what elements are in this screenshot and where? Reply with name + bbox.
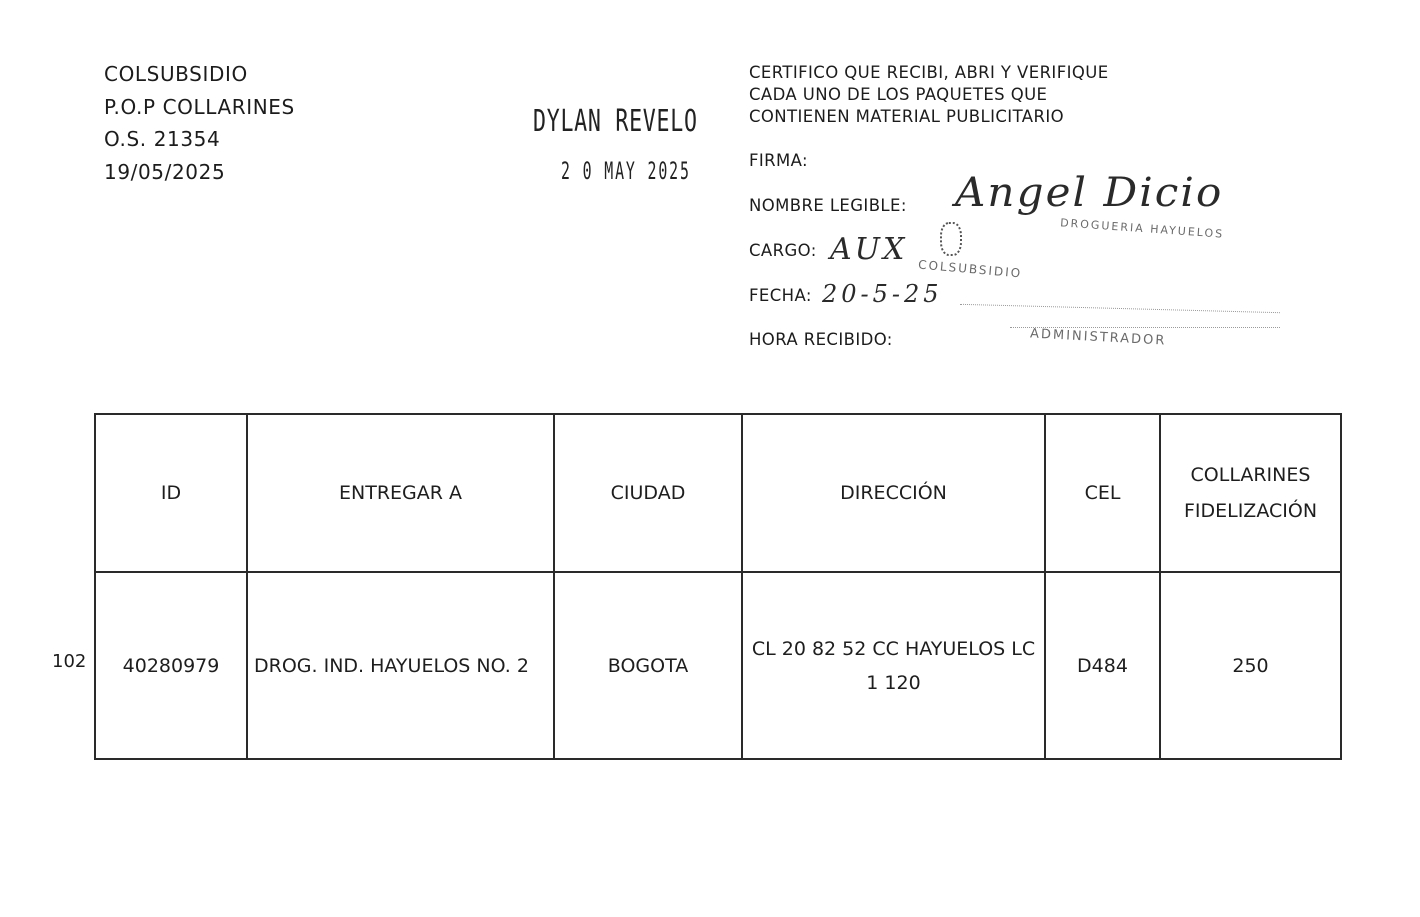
handwritten-fecha: 20-5-25 — [822, 280, 943, 308]
cell-entregar: DROG. IND. HAYUELOS NO. 2 — [247, 572, 554, 759]
firma-label: FIRMA: — [749, 151, 809, 170]
certification-text — [749, 62, 1109, 128]
row-number: 102 — [52, 651, 87, 672]
signature-line — [1010, 327, 1280, 328]
seal-icon — [940, 222, 962, 256]
faint-stamp-text: ADMINISTRADOR — [1029, 326, 1167, 349]
header-ciudad: CIUDAD — [554, 414, 742, 572]
header-cel: CEL — [1045, 414, 1160, 572]
handwritten-cargo: AUX — [830, 232, 908, 267]
receiver-name-stamp: DYLAN REVELO — [533, 104, 698, 139]
product-name: P.O.P COLLARINES — [104, 94, 295, 119]
certification-line: CADA UNO DE LOS PAQUETES QUE — [749, 85, 1048, 104]
hora-label: HORA RECIBIDO: — [749, 330, 893, 349]
cell-direccion: CL 20 82 52 CC HAYUELOS LC 1 120 — [742, 572, 1045, 759]
delivery-table — [94, 413, 1342, 760]
certification-line: CERTIFICO QUE RECIBI, ABRI Y VERIFIQUE — [749, 63, 1109, 82]
date-stamp: 2 0 MAY 2025 — [561, 157, 691, 185]
order-number: O.S. 21354 — [104, 127, 221, 151]
fecha-label: FECHA: — [749, 286, 812, 305]
header-collarines: COLLARINES FIDELIZACIÓN — [1160, 414, 1341, 572]
cell-id: 40280979 — [95, 572, 247, 759]
faint-stamp-text: COLSUBSIDIO — [917, 257, 1023, 281]
cell-collarines: 250 — [1160, 572, 1341, 759]
signature-line — [960, 304, 1280, 313]
company-name: COLSUBSIDIO — [104, 62, 248, 86]
table-header-row — [95, 414, 1341, 572]
header-id: ID — [95, 414, 247, 572]
cargo-label: CARGO: — [749, 241, 817, 260]
certification-line: CONTIENEN MATERIAL PUBLICITARIO — [749, 107, 1064, 126]
cell-cel: D484 — [1045, 572, 1160, 759]
header-block — [104, 58, 295, 188]
faint-stamp-text: DROGUERIA HAYUELOS — [1059, 216, 1225, 241]
header-entregar: ENTREGAR A — [247, 414, 554, 572]
handwritten-name: Angel Dicio — [955, 170, 1224, 216]
nombre-label: NOMBRE LEGIBLE: — [749, 196, 907, 215]
header-direccion: DIRECCIÓN — [742, 414, 1045, 572]
cell-ciudad: BOGOTA — [554, 572, 742, 759]
table-row — [95, 572, 1341, 759]
document-date: 19/05/2025 — [104, 159, 226, 184]
